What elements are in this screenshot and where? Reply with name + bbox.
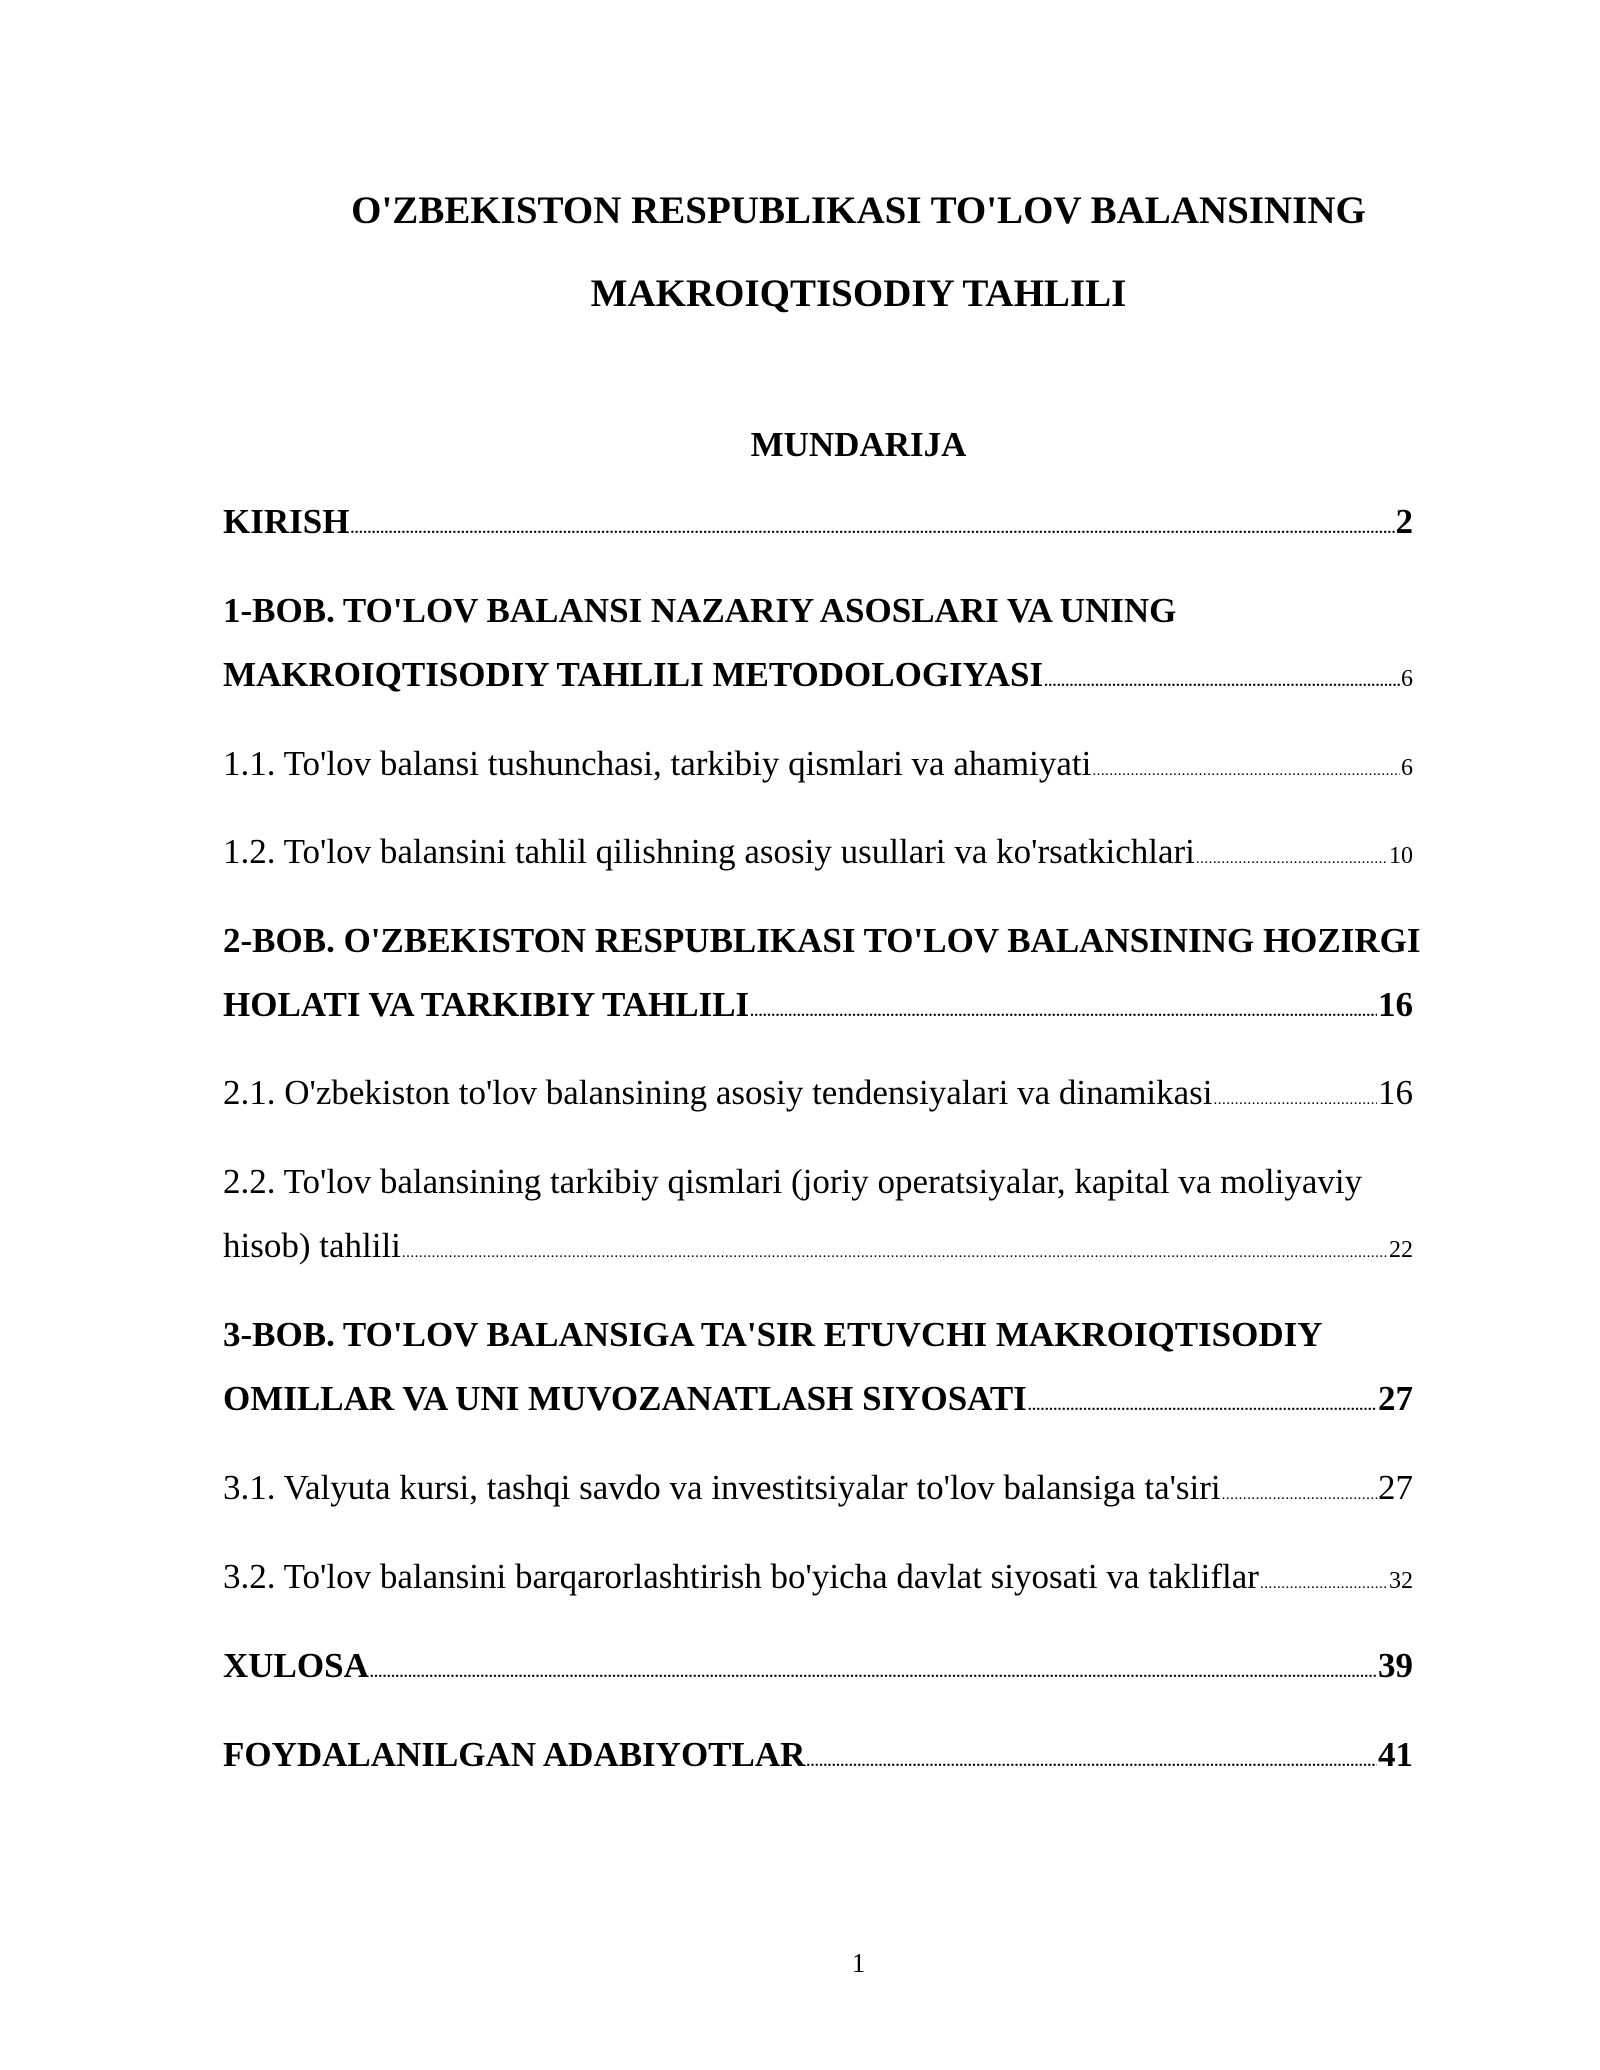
- toc-page-number: 22: [1389, 1237, 1413, 1263]
- toc-entry-section-1-2[interactable]: [223, 820, 1413, 884]
- toc-entry-section-3-2[interactable]: [223, 1545, 1413, 1609]
- toc-leader-dots: [1214, 1068, 1377, 1132]
- toc-entry-section-1-1[interactable]: [223, 732, 1413, 796]
- toc-entry-chapter-3[interactable]: [223, 1303, 1413, 1431]
- toc-entry-section-2-2[interactable]: [223, 1150, 1413, 1278]
- toc-entry-text: 3.2. To'lov balansini barqarorlashtirish bo'yicha davlat siyosati va takliflar: [223, 1557, 1259, 1596]
- toc-entry-chapter-2[interactable]: [223, 909, 1421, 1037]
- toc-leader-dots: [1044, 650, 1400, 714]
- toc-page-number: 39: [1378, 1646, 1413, 1685]
- toc-entry-xulosa[interactable]: [223, 1634, 1413, 1698]
- toc-leader-dots: [1260, 1552, 1388, 1616]
- toc-leader-dots: [1028, 1374, 1377, 1438]
- toc-leader-dots: [1222, 1463, 1377, 1527]
- toc-entry-text: 2.1. O'zbekiston to'lov balansining asosiy tendensiyalari va dinamikasi: [223, 1073, 1213, 1112]
- toc-page-number: 6: [1401, 755, 1413, 781]
- toc-entry-text: 2-BOB. O'ZBEKISTON RESPUBLIKASI TO'LOV BALANSINING HOZIRGI: [223, 921, 1421, 960]
- toc-page-number: 27: [1378, 1379, 1413, 1418]
- toc-leader-dots: [1196, 827, 1388, 891]
- toc-leader-dots: [350, 497, 1394, 561]
- toc-leader-dots: [750, 980, 1377, 1044]
- document-title-line1: O'ZBEKISTON RESPUBLIKASI TO'LOV BALANSINING: [351, 189, 1366, 232]
- toc-entry-text: 1.2. To'lov balansini tahlil qilishning asosiy usullari va ko'rsatkichlari: [223, 832, 1195, 871]
- toc-entry-text: MAKROIQTISODIY TAHLILI METODOLOGIYASI: [223, 655, 1044, 694]
- toc-entry-kirish[interactable]: [223, 490, 1413, 554]
- toc-page-number: 32: [1389, 1568, 1413, 1594]
- toc-page-number: 6: [1401, 666, 1413, 692]
- toc-entry-section-2-1[interactable]: [223, 1061, 1413, 1125]
- toc-heading: MUNDARIJA: [750, 425, 967, 464]
- toc-entry-text: FOYDALANILGAN ADABIYOTLAR: [223, 1735, 806, 1774]
- toc-page-number: 2: [1395, 502, 1413, 541]
- document-title-line2: MAKROIQTISODIY TAHLILI: [590, 272, 1127, 315]
- toc-entry-text: hisob) tahlili: [223, 1226, 401, 1265]
- page-number-footer: 1: [851, 1948, 866, 1978]
- toc-entry-references[interactable]: [223, 1723, 1413, 1787]
- toc-leader-dots: [370, 1641, 1377, 1705]
- toc-entry-chapter-1[interactable]: [223, 579, 1413, 707]
- toc-entry-text: OMILLAR VA UNI MUVOZANATLASH SIYOSATI: [223, 1379, 1027, 1418]
- toc-entry-text: XULOSA: [223, 1646, 369, 1685]
- toc-entry-text: 3.1. Valyuta kursi, tashqi savdo va investitsiyalar to'lov balansiga ta'siri: [223, 1468, 1221, 1507]
- toc-entry-text: HOLATI VA TARKIBIY TAHLILI: [223, 985, 750, 1024]
- toc-entry-text: 1.1. To'lov balansi tushunchasi, tarkibiy qismlari va ahamiyati: [223, 744, 1092, 783]
- toc-entry-section-3-1[interactable]: [223, 1456, 1413, 1520]
- toc-entry-text: KIRISH: [223, 502, 350, 541]
- toc-page-number: 10: [1389, 843, 1413, 869]
- toc-entry-text: 2.2. To'lov balansining tarkibiy qismlari (joriy operatsiyalar, kapital va moliyaviy: [223, 1162, 1363, 1201]
- toc-leader-dots: [402, 1221, 1388, 1285]
- toc-entry-text: 1-BOB. TO'LOV BALANSI NAZARIY ASOSLARI VA UNING: [223, 591, 1177, 630]
- toc-entry-text: 3-BOB. TO'LOV BALANSIGA TA'SIR ETUVCHI MAKROIQTISODIY: [223, 1315, 1323, 1354]
- toc-page-number: 41: [1378, 1735, 1413, 1774]
- toc-page-number: 27: [1378, 1468, 1413, 1507]
- toc-page-number: 16: [1378, 1073, 1413, 1112]
- toc-leader-dots: [1092, 739, 1400, 803]
- toc-leader-dots: [806, 1730, 1377, 1794]
- toc-page-number: 16: [1378, 985, 1413, 1024]
